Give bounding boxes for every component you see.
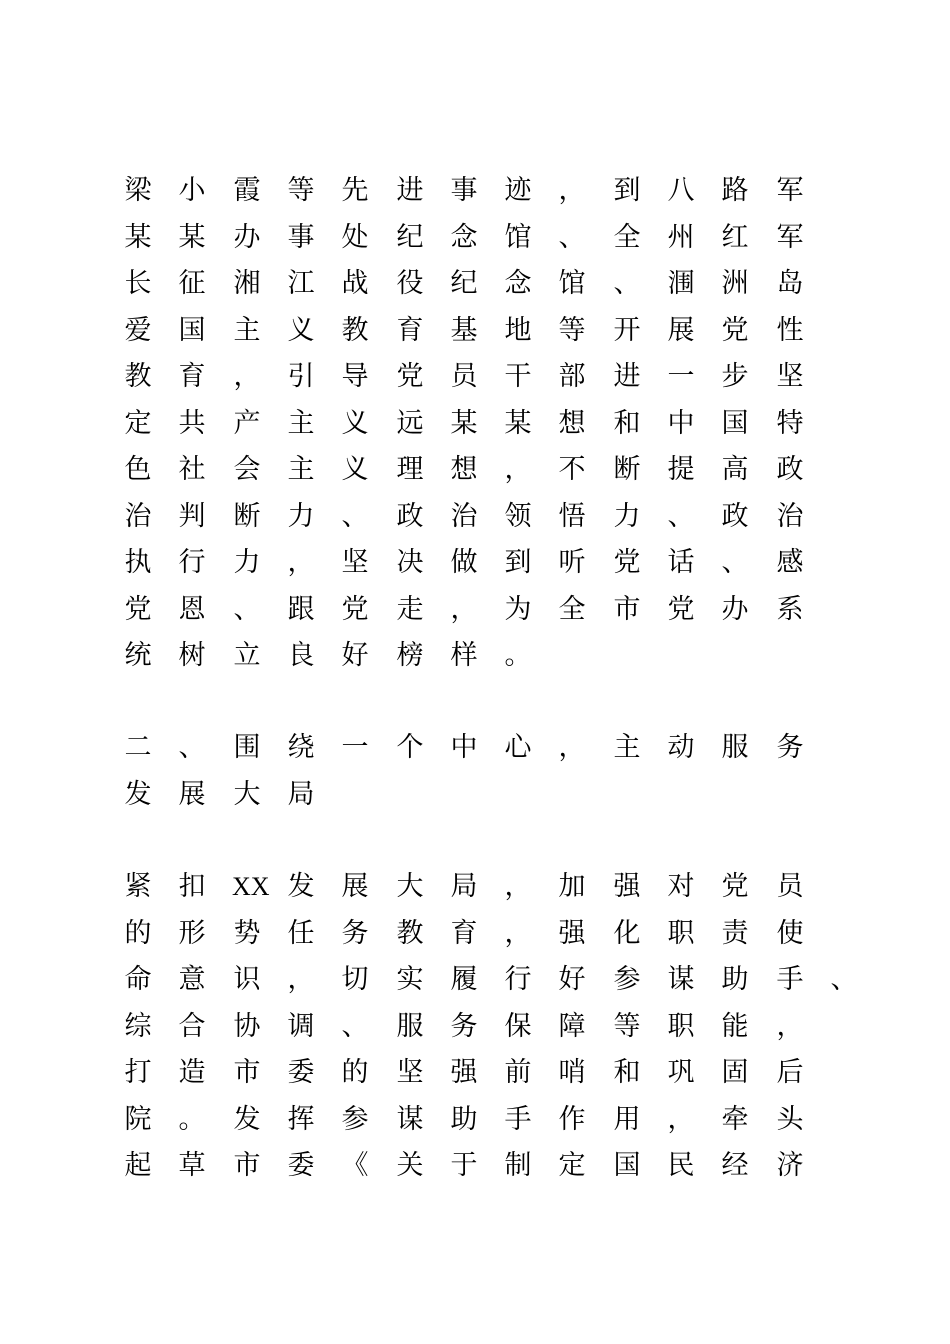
text-char: 听 — [558, 547, 586, 578]
text-char: 部 — [558, 361, 586, 392]
paragraph-2 — [123, 872, 883, 1198]
text-char: 牵 — [721, 1103, 749, 1135]
text-line — [123, 595, 883, 642]
text-char: 教 — [396, 917, 424, 949]
text-char: 于 — [450, 1150, 478, 1181]
text-char: 开 — [613, 314, 641, 346]
text-char: 梁 — [124, 175, 152, 206]
text-char: 产 — [233, 407, 261, 439]
text-char: 心 — [504, 732, 532, 763]
text-char: 济 — [776, 1150, 804, 1181]
text-char: 识 — [233, 964, 261, 995]
text-line — [123, 362, 883, 409]
text-char: 馆 — [558, 268, 586, 299]
text-line — [123, 1012, 883, 1059]
text-line — [123, 409, 883, 456]
text-char: 榜 — [396, 640, 424, 671]
text-char: 念 — [504, 268, 532, 299]
text-char: 绕 — [287, 732, 315, 763]
text-char: 高 — [721, 454, 749, 485]
text-char: 纪 — [450, 268, 478, 299]
text-char: 能 — [721, 1010, 749, 1042]
text-char: 命 — [124, 964, 152, 995]
text-char: 员 — [450, 361, 478, 392]
text-char: 义 — [287, 314, 315, 346]
text-char: 远 — [396, 407, 424, 439]
text-char: ， — [667, 1103, 695, 1135]
text-char: ， — [504, 917, 532, 949]
text-char: 洲 — [721, 268, 749, 299]
text-line — [123, 502, 883, 549]
text-char: 征 — [178, 268, 206, 299]
text-char: 好 — [558, 964, 586, 995]
text-char: 保 — [504, 1010, 532, 1042]
text-char: 力 — [233, 547, 261, 578]
text-char: 国 — [178, 314, 206, 346]
text-char: 力 — [613, 500, 641, 532]
text-char: 巩 — [667, 1057, 695, 1088]
text-line — [123, 223, 883, 270]
text-char: 务 — [776, 732, 804, 763]
text-char: 责 — [721, 917, 749, 949]
text-char: 局 — [287, 778, 315, 810]
text-char: 的 — [124, 917, 152, 949]
text-char: 发 — [233, 1103, 261, 1135]
text-char: 感 — [776, 547, 804, 578]
text-char: 到 — [613, 175, 641, 206]
text-char: ， — [504, 871, 532, 902]
text-char: 。 — [178, 1103, 206, 1135]
text-char: 执 — [124, 547, 152, 578]
text-char: 实 — [396, 964, 424, 995]
text-char: 等 — [558, 314, 586, 346]
text-char: 市 — [233, 1150, 261, 1181]
text-char: 、 — [341, 500, 369, 532]
text-char: 关 — [396, 1150, 424, 1181]
text-char: 草 — [178, 1150, 206, 1181]
text-char: 和 — [613, 407, 641, 439]
text-char: 小 — [178, 175, 206, 206]
text-char: 判 — [178, 500, 206, 532]
text-char: 职 — [667, 1010, 695, 1042]
text-char: 党 — [341, 593, 369, 625]
text-char: 到 — [504, 547, 532, 578]
text-char: 主 — [287, 454, 315, 485]
text-char: 意 — [178, 964, 206, 995]
text-char: 坚 — [776, 361, 804, 392]
text-char: 战 — [341, 268, 369, 299]
text-char: 某 — [124, 221, 152, 253]
text-char: 合 — [178, 1010, 206, 1042]
text-char: 、 — [558, 221, 586, 253]
text-char: 调 — [287, 1010, 315, 1042]
text-char: 展 — [178, 778, 206, 810]
text-char: ， — [287, 547, 315, 578]
text-char: 树 — [178, 640, 206, 671]
text-char: 特 — [776, 407, 804, 439]
text-line — [123, 872, 883, 919]
text-line — [123, 641, 883, 688]
text-line — [123, 919, 883, 966]
text-char: 引 — [287, 361, 315, 392]
text-char: 等 — [287, 175, 315, 206]
text-char: 事 — [450, 175, 478, 206]
text-char: 处 — [341, 221, 369, 253]
text-char: XX — [232, 872, 270, 901]
text-char: 教 — [124, 361, 152, 392]
text-char: 加 — [558, 871, 586, 902]
text-char: 路 — [721, 175, 749, 206]
text-char: 固 — [721, 1057, 749, 1088]
text-char: 育 — [450, 917, 478, 949]
text-char: 全 — [613, 221, 641, 253]
text-char: 谋 — [667, 964, 695, 995]
text-char: 馆 — [504, 221, 532, 253]
text-char: 断 — [613, 454, 641, 485]
text-char: 、 — [178, 732, 206, 763]
text-char: 民 — [667, 1150, 695, 1181]
text-char: 党 — [667, 593, 695, 625]
text-char: 中 — [450, 732, 478, 763]
text-char: 政 — [396, 500, 424, 532]
text-line — [123, 455, 883, 502]
text-char: 紧 — [124, 871, 152, 902]
text-char: 断 — [233, 500, 261, 532]
text-char: 长 — [124, 268, 152, 299]
text-char: 定 — [558, 1150, 586, 1181]
text-char: 主 — [613, 732, 641, 763]
text-char: 局 — [450, 871, 478, 902]
text-char: 统 — [124, 640, 152, 671]
text-char: 一 — [667, 361, 695, 392]
text-char: 好 — [341, 640, 369, 671]
text-char: 做 — [450, 547, 478, 578]
text-char: 党 — [613, 547, 641, 578]
text-char: 手 — [504, 1103, 532, 1135]
text-char: 职 — [667, 917, 695, 949]
text-char: 色 — [124, 454, 152, 485]
text-char: 手 — [776, 964, 804, 995]
text-char: 服 — [721, 732, 749, 763]
text-char: 务 — [341, 917, 369, 949]
text-char: 为 — [504, 593, 532, 625]
text-char: 立 — [233, 640, 261, 671]
text-char: 头 — [776, 1103, 804, 1135]
text-char: 经 — [721, 1150, 749, 1181]
text-char: 育 — [396, 314, 424, 346]
text-char: 军 — [776, 175, 804, 206]
text-char: 军 — [776, 221, 804, 253]
text-char: 走 — [396, 593, 424, 625]
text-char: 涠 — [667, 268, 695, 299]
text-char: 等 — [613, 1010, 641, 1042]
text-char: 后 — [776, 1057, 804, 1088]
text-char: 坚 — [396, 1057, 424, 1088]
text-char: 政 — [776, 454, 804, 485]
text-char: 党 — [396, 361, 424, 392]
text-char: 中 — [667, 407, 695, 439]
text-char: 党 — [124, 593, 152, 625]
text-char: 育 — [178, 361, 206, 392]
text-char: 履 — [450, 964, 478, 995]
text-char: ， — [450, 593, 478, 625]
text-char: 提 — [667, 454, 695, 485]
text-line — [123, 269, 883, 316]
text-char: 个 — [396, 732, 424, 763]
text-char: 坚 — [341, 547, 369, 578]
text-char: 会 — [233, 454, 261, 485]
text-char: 役 — [396, 268, 424, 299]
text-char: 岛 — [776, 268, 804, 299]
text-char: 不 — [558, 454, 586, 485]
text-char: 谋 — [396, 1103, 424, 1135]
text-char: 行 — [178, 547, 206, 578]
text-char: 二 — [124, 732, 152, 763]
text-char: 使 — [776, 917, 804, 949]
text-char: 基 — [450, 314, 478, 346]
text-char: 、 — [667, 500, 695, 532]
text-char: 障 — [558, 1010, 586, 1042]
text-char: 前 — [504, 1057, 532, 1088]
text-char: 协 — [233, 1010, 261, 1042]
text-char: 用 — [613, 1103, 641, 1135]
text-char: 事 — [287, 221, 315, 253]
text-char: 江 — [287, 268, 315, 299]
text-line — [123, 965, 883, 1012]
text-char: 社 — [178, 454, 206, 485]
text-char: 想 — [450, 454, 478, 485]
text-char: 参 — [613, 964, 641, 995]
text-char: 爱 — [124, 314, 152, 346]
text-char: 市 — [233, 1057, 261, 1088]
text-char: 制 — [504, 1150, 532, 1181]
text-char: 跟 — [287, 593, 315, 625]
text-char: 恩 — [178, 593, 206, 625]
text-char: 导 — [341, 361, 369, 392]
text-char: 地 — [504, 314, 532, 346]
text-char: 定 — [124, 407, 152, 439]
text-char: 治 — [776, 500, 804, 532]
text-char: ， — [504, 454, 532, 485]
text-line — [123, 1058, 883, 1105]
section-heading-2 — [123, 733, 883, 826]
text-char: 办 — [233, 221, 261, 253]
text-char: 治 — [450, 500, 478, 532]
text-char: ， — [233, 361, 261, 392]
text-char: 样 — [450, 640, 478, 671]
text-char: 决 — [396, 547, 424, 578]
text-char: 挥 — [287, 1103, 315, 1135]
text-char: 和 — [613, 1057, 641, 1088]
text-char: 湘 — [233, 268, 261, 299]
text-char: 任 — [287, 917, 315, 949]
text-char: 话 — [667, 547, 695, 578]
text-char: 发 — [124, 778, 152, 810]
text-char: 党 — [721, 314, 749, 346]
text-char: 大 — [233, 778, 261, 810]
text-char: 助 — [450, 1103, 478, 1135]
text-char: 某 — [504, 407, 532, 439]
text-char: 切 — [341, 964, 369, 995]
text-char: 国 — [721, 407, 749, 439]
text-char: 一 — [341, 732, 369, 763]
text-line — [123, 176, 883, 223]
text-char: 某 — [450, 407, 478, 439]
text-char: 领 — [504, 500, 532, 532]
text-char: 强 — [558, 917, 586, 949]
text-char: 八 — [667, 175, 695, 206]
text-char: 某 — [178, 221, 206, 253]
text-char: 政 — [721, 500, 749, 532]
text-char: 强 — [613, 871, 641, 902]
text-char: 先 — [341, 175, 369, 206]
text-char: 服 — [396, 1010, 424, 1042]
text-char: 《 — [341, 1150, 369, 1181]
text-char: 、 — [341, 1010, 369, 1042]
text-char: 进 — [613, 361, 641, 392]
text-char: 形 — [178, 917, 206, 949]
text-line — [123, 316, 883, 363]
text-char: 行 — [504, 964, 532, 995]
text-char: 展 — [667, 314, 695, 346]
text-char: 悟 — [558, 500, 586, 532]
text-char: 念 — [450, 221, 478, 253]
text-line — [123, 1151, 883, 1198]
text-char: 委 — [287, 1150, 315, 1181]
text-char: 扣 — [178, 871, 206, 902]
text-char: 化 — [613, 917, 641, 949]
text-char: 教 — [341, 314, 369, 346]
text-char: 、 — [233, 593, 261, 625]
text-char: 迹 — [504, 175, 532, 206]
text-char: 良 — [287, 640, 315, 671]
text-char: 党 — [721, 871, 749, 902]
text-char: 围 — [233, 732, 261, 763]
text-char: 院 — [124, 1103, 152, 1135]
text-char: 动 — [667, 732, 695, 763]
text-char: 作 — [558, 1103, 586, 1135]
text-char: ， — [558, 175, 586, 206]
text-char: 全 — [558, 593, 586, 625]
text-char: 力 — [287, 500, 315, 532]
text-char: 哨 — [558, 1057, 586, 1088]
paragraph-1 — [123, 176, 883, 688]
text-char: 系 — [776, 593, 804, 625]
text-char: 起 — [124, 1150, 152, 1181]
text-char: 打 — [124, 1057, 152, 1088]
text-char: 步 — [721, 361, 749, 392]
text-char: 对 — [667, 871, 695, 902]
text-char: 性 — [776, 314, 804, 346]
text-line — [123, 780, 883, 827]
text-char: 势 — [233, 917, 261, 949]
text-char: 、 — [830, 964, 858, 995]
text-char: 国 — [613, 1150, 641, 1181]
text-char: ， — [558, 732, 586, 763]
text-char: 义 — [341, 454, 369, 485]
text-char: 发 — [287, 871, 315, 902]
text-char: 主 — [233, 314, 261, 346]
text-char: 州 — [667, 221, 695, 253]
text-line — [123, 548, 883, 595]
text-char: 纪 — [396, 221, 424, 253]
text-char: 想 — [558, 407, 586, 439]
text-char: 参 — [341, 1103, 369, 1135]
text-char: 干 — [504, 361, 532, 392]
text-char: 助 — [721, 964, 749, 995]
text-char: 委 — [287, 1057, 315, 1088]
text-char: 霞 — [233, 175, 261, 206]
text-char: 红 — [721, 221, 749, 253]
text-char: 、 — [613, 268, 641, 299]
text-line — [123, 1105, 883, 1152]
text-char: 主 — [287, 407, 315, 439]
text-char: 进 — [396, 175, 424, 206]
text-line — [123, 733, 883, 780]
text-char: ， — [776, 1010, 804, 1042]
text-char: 。 — [504, 640, 532, 671]
text-char: 展 — [341, 871, 369, 902]
text-char: 员 — [776, 871, 804, 902]
text-char: 义 — [341, 407, 369, 439]
text-char: 造 — [178, 1057, 206, 1088]
text-char: 强 — [450, 1057, 478, 1088]
text-char: 务 — [450, 1010, 478, 1042]
text-char: 、 — [721, 547, 749, 578]
text-char: 市 — [613, 593, 641, 625]
text-char: 治 — [124, 500, 152, 532]
text-char: ， — [287, 964, 315, 995]
text-char: 的 — [341, 1057, 369, 1088]
text-char: 共 — [178, 407, 206, 439]
text-char: 大 — [396, 871, 424, 902]
text-char: 理 — [396, 454, 424, 485]
text-char: 办 — [721, 593, 749, 625]
text-char: 综 — [124, 1010, 152, 1042]
